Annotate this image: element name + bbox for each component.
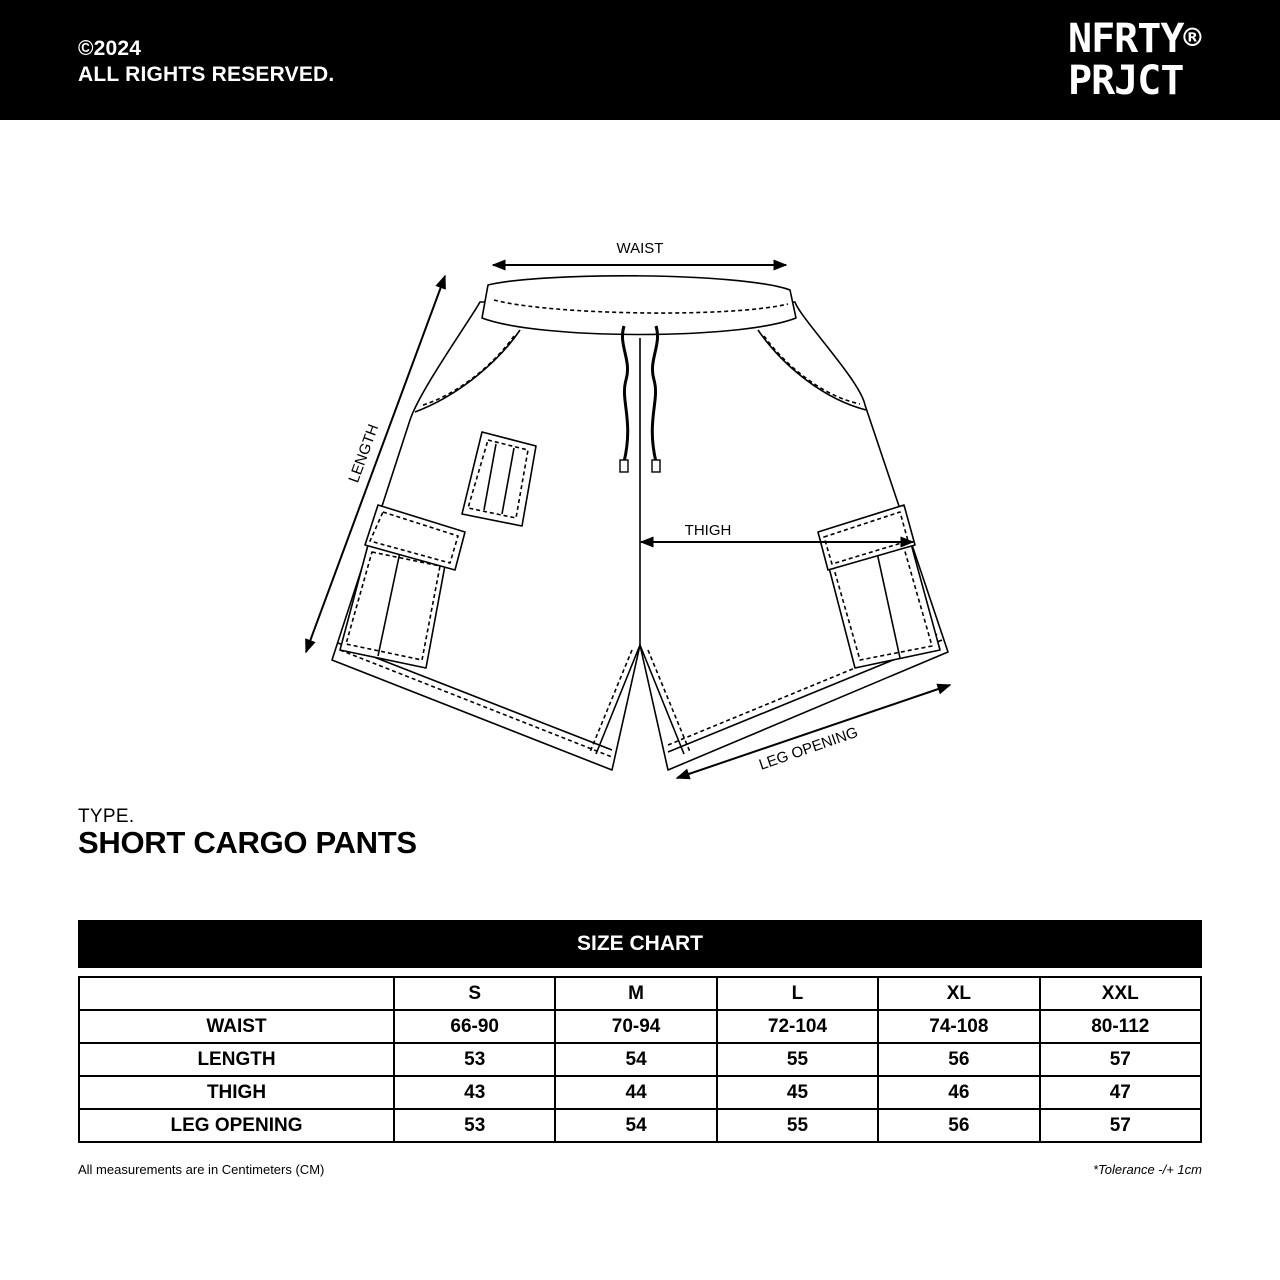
table-cell: 54	[555, 1043, 716, 1076]
table-cell: 53	[394, 1109, 555, 1142]
copyright-notice	[78, 36, 334, 88]
table-cell: 66-90	[394, 1010, 555, 1043]
table-cell: 56	[878, 1043, 1039, 1076]
table-cell: 55	[717, 1043, 878, 1076]
table-cell: 54	[555, 1109, 716, 1142]
table-corner-cell	[79, 977, 394, 1010]
table-cell: 47	[1040, 1076, 1201, 1109]
copyright-year: ©2024	[78, 37, 142, 60]
length-label: LENGTH	[345, 421, 383, 485]
table-row	[79, 1043, 1201, 1076]
table-header-row	[79, 977, 1201, 1010]
thigh-label: THIGH	[684, 522, 732, 539]
table-cell: 57	[1040, 1043, 1201, 1076]
size-header: S	[394, 977, 555, 1010]
table-row	[79, 1109, 1201, 1142]
header-bar	[0, 0, 1280, 120]
table-cell: 45	[717, 1076, 878, 1109]
table-cell: 57	[1040, 1109, 1201, 1142]
table-row	[79, 1010, 1201, 1043]
waist-label: WAIST	[616, 240, 664, 257]
type-label: TYPE.	[78, 806, 135, 827]
table-cell: 46	[878, 1076, 1039, 1109]
size-chart-title-text: SIZE CHART	[577, 932, 703, 955]
logo-line-2: PRJCT	[1068, 58, 1184, 104]
table-cell: 72-104	[717, 1010, 878, 1043]
row-label: THIGH	[79, 1076, 394, 1109]
brand-logo	[1068, 18, 1208, 102]
table-cell: 55	[717, 1109, 878, 1142]
shorts-outline	[332, 276, 948, 770]
table-cell: 74-108	[878, 1010, 1039, 1043]
size-header: XL	[878, 977, 1039, 1010]
shorts-diagram	[0, 200, 1280, 800]
row-label: WAIST	[79, 1010, 394, 1043]
product-type: SHORT CARGO PANTS	[78, 825, 417, 860]
units-note: All measurements are in Centimeters (CM)	[78, 1162, 325, 1177]
table-cell: 80-112	[1040, 1010, 1201, 1043]
size-header: L	[717, 977, 878, 1010]
size-header: XXL	[1040, 977, 1201, 1010]
registered-mark: ®	[1183, 21, 1201, 56]
size-header: M	[555, 977, 716, 1010]
table-cell: 53	[394, 1043, 555, 1076]
table-row	[79, 1076, 1201, 1109]
tolerance-note: *Tolerance -/+ 1cm	[1093, 1162, 1202, 1177]
table-cell: 70-94	[555, 1010, 716, 1043]
rights-reserved: ALL RIGHTS RESERVED.	[78, 63, 335, 86]
size-chart-table	[78, 976, 1202, 1143]
row-label: LENGTH	[79, 1043, 394, 1076]
table-cell: 56	[878, 1109, 1039, 1142]
logo-line-1: NFRTY	[1068, 16, 1184, 62]
size-chart-title	[78, 920, 1202, 968]
leg-opening-label: LEG OPENING	[756, 723, 861, 774]
table-cell: 43	[394, 1076, 555, 1109]
table-cell: 44	[555, 1076, 716, 1109]
row-label: LEG OPENING	[79, 1109, 394, 1142]
